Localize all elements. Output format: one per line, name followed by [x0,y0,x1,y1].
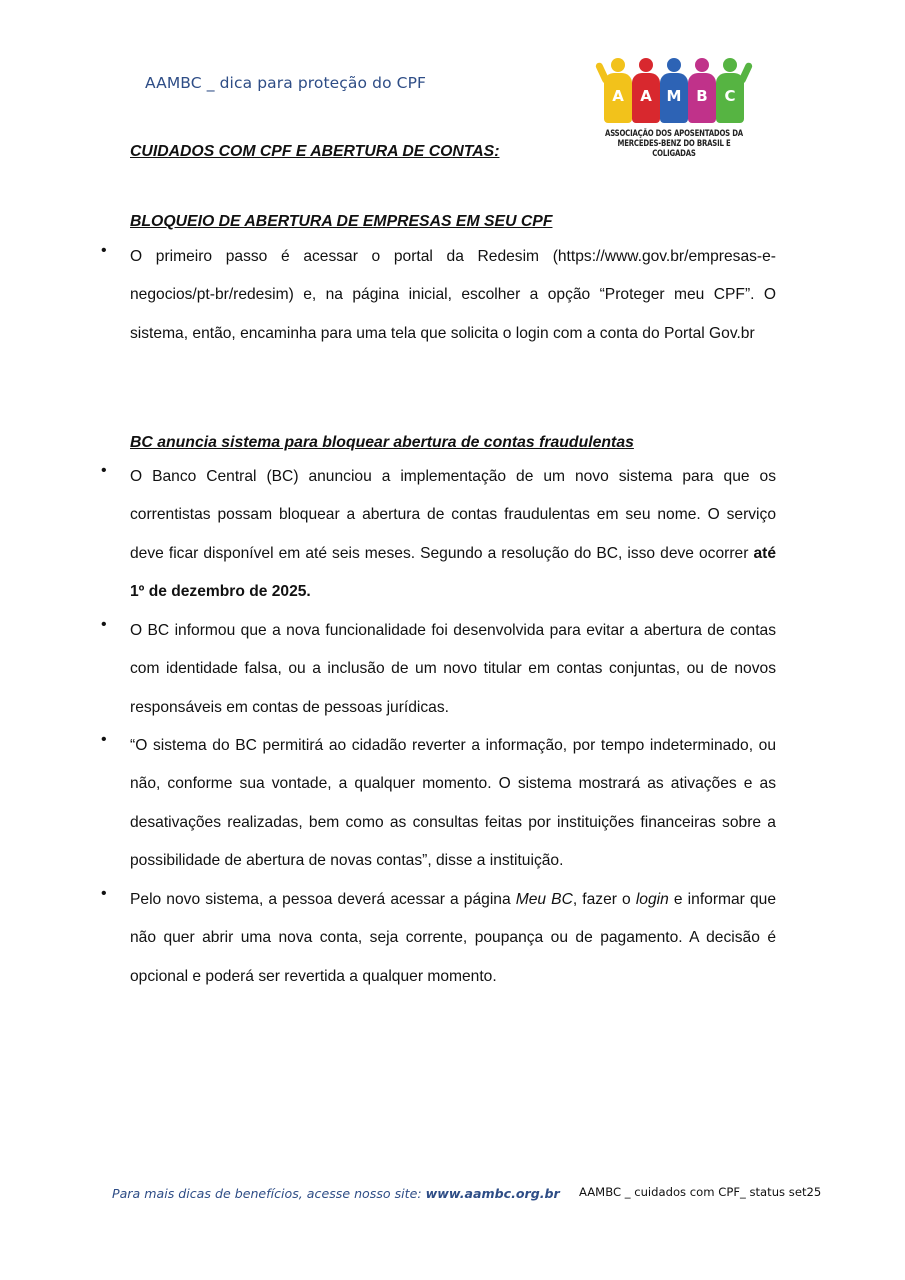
bullet: • [101,242,107,259]
header-title: AAMBC _ dica para proteção do CPF [145,74,427,92]
list-item-text: O BC informou que a nova funcionalidade foi desenvolvida para evitar a abertura de contas com identidade falsa, ou a inclusão de um novo titular em contas conjuntas, ou de novos responsáveis em contas de pessoas jurídicas. [130,622,776,716]
bullet: • [101,616,107,633]
logo-raised-arm [738,62,754,85]
footer-status: AAMBC _ cuidados com CPF_ status set25 [579,1185,822,1199]
list-item-text-main: O Banco Central (BC) anunciou a implementação de um novo sistema para que os correntistas possam bloquear a abertura de contas fraudulentas em seu nome. O serviço deve ficar disponível em até seis meses. Segundo a resolução do BC, isso deve ocorrer [130,468,776,562]
logo-figure-1 [604,58,632,124]
footer-tip [112,1186,560,1201]
list-item-text [130,881,776,996]
logo-figure-head [611,58,625,72]
logo-letter: A [604,73,632,123]
meu-bc-term: Meu BC [515,891,573,908]
login-term: login [635,891,669,908]
logo-figure-head [695,58,709,72]
logo-letter: A [632,73,660,123]
logo-figure-2 [632,58,660,124]
logo-figure-3 [660,58,688,124]
list-item-text: O primeiro passo é acessar o portal da Redesim (https://www.gov.br/empresas-e-negocios/pt-br/redesim) e, na página inicial, escolher a opção “Proteger meu CPF”. O sistema, então, encaminha para uma tela que solicita o login com a conta do Portal Gov.br [130,248,776,342]
logo-letter: C [716,73,744,123]
logo-caption [604,128,744,158]
logo-caption-line1: ASSOCIAÇÃO DOS APOSENTADOS DA [605,128,743,138]
logo-figure-5 [716,58,744,124]
section1-heading: BLOQUEIO DE ABERTURA DE EMPRESAS EM SEU CPF [130,213,553,230]
logo-letter: B [688,73,716,123]
logo-letter: M [660,73,688,123]
text-segment: e informar que não quer abrir uma nova conta, seja corrente, poupança ou de pagamento. A decisão é opcional e poderá ser revertida a qualquer momento. [130,891,776,985]
logo-figure-head [667,58,681,72]
footer-tip-text: Para mais dicas de benefícios, acesse nosso site: [112,1186,422,1201]
bullet: • [101,885,107,902]
footer-site-link[interactable]: www.aambc.org.br [425,1186,560,1201]
deadline-date: até 1º de dezembro de 2025. [130,544,776,600]
bullet: • [101,462,107,479]
bullet: • [101,731,107,748]
logo-figure-head [639,58,653,72]
logo-figure-4 [688,58,716,124]
list-item-text [130,458,776,611]
aambc-logo [598,54,750,158]
main-heading: CUIDADOS COM CPF E ABERTURA DE CONTAS: [130,143,500,160]
text-segment: , fazer o [572,891,631,908]
logo-figures [598,54,750,126]
list-item-text: “O sistema do BC permitirá ao cidadão reverter a informação, por tempo indeterminado, ou não, conforme sua vontade, a qualquer momento. O sistema mostrará as ativações e as desativações realizadas, bem como as consultas feitas por instituições financeiras sobre a possibilidade de abertura de novas contas”, disse a instituição. [130,737,776,869]
text-segment: Pelo novo sistema, a pessoa deverá acessar a página [130,891,511,908]
logo-raised-arm [595,62,611,85]
logo-caption-line2: MERCEDES-BENZ DO BRASIL E COLIGADAS [617,138,731,158]
section2-heading: BC anuncia sistema para bloquear abertura de contas fraudulentas [130,434,634,451]
logo-figure-head [723,58,737,72]
